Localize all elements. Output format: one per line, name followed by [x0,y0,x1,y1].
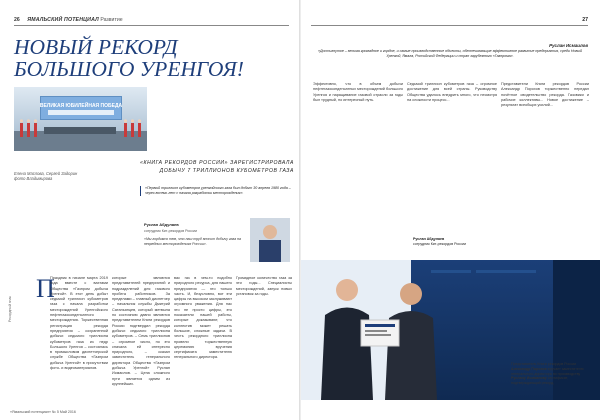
portrait-person-title: сотрудник Кит-рекордов России [144,229,198,233]
body-column-2: которые являются представителей предприятий и подразделений для газового пробега работников. За пределами – главный диспетчер – начальник службы Дмитрий Сатаньянцев, который метвыла по состоянию давно являются представителем Книги рекордов России подтвердил рекорда добычи седьмого триллиона кубометров. – Семь триллионов – огромное число, но это сначала ей интересно природного, – сказал заместитель генерального директора Общества «Газпром добыча Уренгой» Руслан Исмаилов. – Цена сложного пути является одним из крупнейших. [112,276,170,386]
page-number: 26 [14,17,20,23]
quote-author: Руслан Исмаилов [549,43,588,48]
left-page [0,0,299,420]
pull-quote-right: «Достигнутое – весьма громадное и гордое, и самые производственные объекты, обеспечивающие эффективное развитие предприятия, среди Новый Уренгой, Ямала, Российской Федерации и стран зарубежного «Газпрома». [318,49,582,58]
caption-tail: сертификат, подтверждающий рекорд. [511,376,568,386]
person-portrait-photo [140,216,294,266]
body-column-6: Седьмой триллион кубометров газа – огромное достижение для всей страны. Руководству Общества удалось внедрить много, что несмотря на сложности процесс... [407,82,497,102]
body-column-3: вас газ в чем-то подобно природного ресурса, для нашего предприятия — это только часть. И, безусловно, вот эти цифры на высоком заслуживают огромного уважения. Для нас это не просто цифры, это показатели нашей работы, которые доказывают, что коллектив может решать большие, сложные задачи. В честь рекордного триллиона провели торжественную церемонию вручения сертификата заместителю генерального директора. [174,276,233,360]
person-title: сотрудник Кит-рекордов России [413,242,467,246]
headline-line-2: БОЛЬШОГО УРЕНГОЯ! [14,57,244,81]
pull-quote-left: «Первый триллион кубометров уренгойского газа был добыт 30 апреля 1980 года – через восемь лет с начала разработки месторождения». [140,186,299,196]
body-column-5: Эффективно, что в объем добычи нефтегазоконденсатных месторождений большого Уренгоя и наращивание газовой отрасли за годы был трудный, но интересный путь. [313,82,403,102]
section-name: Развитие [100,17,123,23]
byline-author: Елена Маслова, Сергей Задорин [14,171,78,176]
page-header-left [14,17,123,23]
footer: «Ямальский потенциал» № 5 Май 2016 [10,410,76,414]
caption-action: вручает заместителю генерального директора по производству [511,366,584,376]
person-info-block [413,237,485,247]
headline-line-1: НОВЫЙ РЕКОРД [14,35,178,59]
vertical-photo-caption: Рекордный знак [8,296,12,322]
page-number-right: 27 [582,17,588,23]
photo-caption-right [511,362,591,386]
screen-banner: ВЕЛИКАЯ ЮБИЛЕЙНАЯ ПОБЕДА [39,103,123,109]
body-column-1: Праздник в начале марта 2019 года вместе с вахтами Общества «Газпром добыча Уренгой». В этот день добыт седьмой триллион кубометров газа с начала разработки месторождений Уренгойского нефтегазоконденсатного месторождения. Торжественная регистрация рекорда предприятия – сохраненной добычи седьмого триллиона кубометров газа из недр Большого Уренгоя – состоялась в промысловом диспетчерской службе Общества «Газпром добыча Уренгой» в присутствии фото- и видеоматериалов. [50,276,108,371]
caption-lead: Представитель Книги рекордов России [511,362,577,366]
caption-recipient: Руслану Исмаилову [511,376,547,381]
magazine-name: ЯМАЛЬСКИЙ ПОТЕНЦИАЛ [27,17,99,23]
portrait-quote: «Мы гордимся тем, что наш труд вносит добычу газа на невредных месторождениях России». [144,237,241,246]
header-rule [14,25,289,26]
byline-photo: фото Владимирова [14,176,53,182]
header-rule-right [311,25,588,26]
control-room-illustration [14,87,147,151]
caption-presenter: Александр Порохов [511,366,547,371]
person-name: Руслан Абдулаев [413,237,445,241]
article-subtitle: «КНИГА РЕКОРДОВ РОССИИ» ЗАРЕГИСТРИРОВАЛА ДОБЫЧУ 7 ТРИЛЛИОНОВ КУБОМЕТРОВ ГАЗА [140,160,294,174]
body-column-7: Представители Книги рекордов России Александр Порохов торжественно передал почётное свидетельство рекорда. Газовики и рабочие коллективы... Новое достижение – результат всеобщих усилий... [501,82,589,108]
body-column-4: Громадное количество газа за эти годы... Специалисты месторождений, запуск новых установок за годы. [236,276,292,296]
control-room-photo [14,87,147,151]
portrait-person-name: Руслан Абдулаев [144,222,179,227]
byline [14,171,77,181]
right-page [301,0,600,420]
article-headline [14,36,294,80]
drop-cap: П [36,274,55,303]
